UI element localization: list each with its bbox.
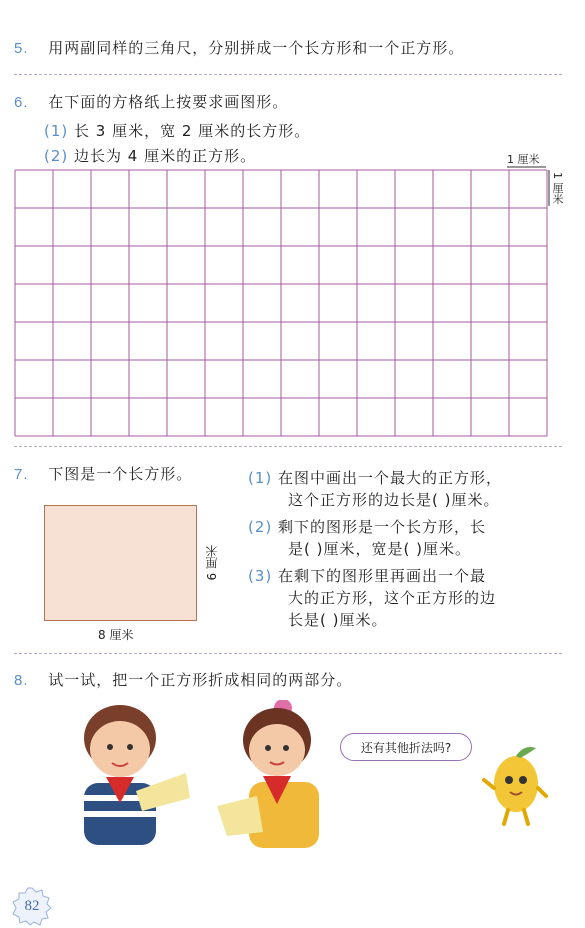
q7-part-1: [248, 467, 502, 511]
sub-text: 是( )厘米，宽是( )厘米。: [288, 540, 471, 558]
boy-illustration: [68, 703, 193, 853]
sub-number: (2): [248, 518, 273, 536]
question-number: 5.: [14, 40, 29, 57]
mascot-illustration: [480, 740, 550, 830]
question-text: 用两副同样的三角尺，分别拼成一个长方形和一个正方形。: [48, 39, 465, 57]
subquestion-2: [44, 145, 256, 166]
sub-number: (2): [44, 147, 69, 165]
question-number: 8.: [14, 672, 29, 689]
sub-text: 这个正方形的边长是( )厘米。: [288, 491, 500, 509]
sub-text: 在剩下的图形里再画出一个最: [278, 567, 487, 585]
question-number: 6.: [14, 94, 29, 111]
grid-paper[interactable]: [14, 169, 548, 441]
sub-text: 在图中画出一个最大的正方形，: [278, 469, 503, 487]
divider: [14, 74, 562, 75]
divider: [14, 653, 562, 654]
scale-label-top: 1 厘米: [507, 153, 540, 166]
girl-illustration: [213, 700, 328, 855]
scale-label-side: 1 厘米: [551, 172, 564, 205]
sub-text: 大的正方形，这个正方形的边: [288, 589, 497, 607]
question-8: [14, 669, 352, 690]
sub-text: 长 3 厘米，宽 2 厘米的长方形。: [74, 122, 311, 140]
q7-part-2: [248, 516, 486, 560]
speech-bubble: 还有其他折法吗?: [340, 733, 472, 761]
question-5: [14, 37, 464, 58]
question-text: 试一试，把一个正方形折成相同的两部分。: [48, 671, 353, 689]
divider: [14, 446, 562, 447]
subquestion-1: [44, 120, 310, 141]
grid-lines: [14, 169, 548, 437]
sub-number: (1): [248, 469, 273, 487]
sub-text: 剩下的图形是一个长方形，长: [278, 518, 487, 536]
question-text: 下图是一个长方形。: [48, 465, 193, 483]
rect-width-label: 8 厘米: [98, 628, 134, 642]
question-7: [14, 463, 192, 484]
sub-text: 边长为 4 厘米的正方形。: [74, 147, 257, 165]
question-6: [14, 91, 288, 112]
sub-number: (3): [248, 567, 273, 585]
sub-text: 长是( )厘米。: [288, 611, 388, 629]
q7-part-3: [248, 565, 496, 631]
question-text: 在下面的方格纸上按要求画图形。: [48, 93, 289, 111]
sub-number: (1): [44, 122, 69, 140]
question-number: 7.: [14, 466, 29, 483]
rect-height-label: 6 厘米: [205, 545, 219, 581]
page-number: 82: [24, 897, 40, 914]
rectangle-figure: [44, 505, 197, 621]
